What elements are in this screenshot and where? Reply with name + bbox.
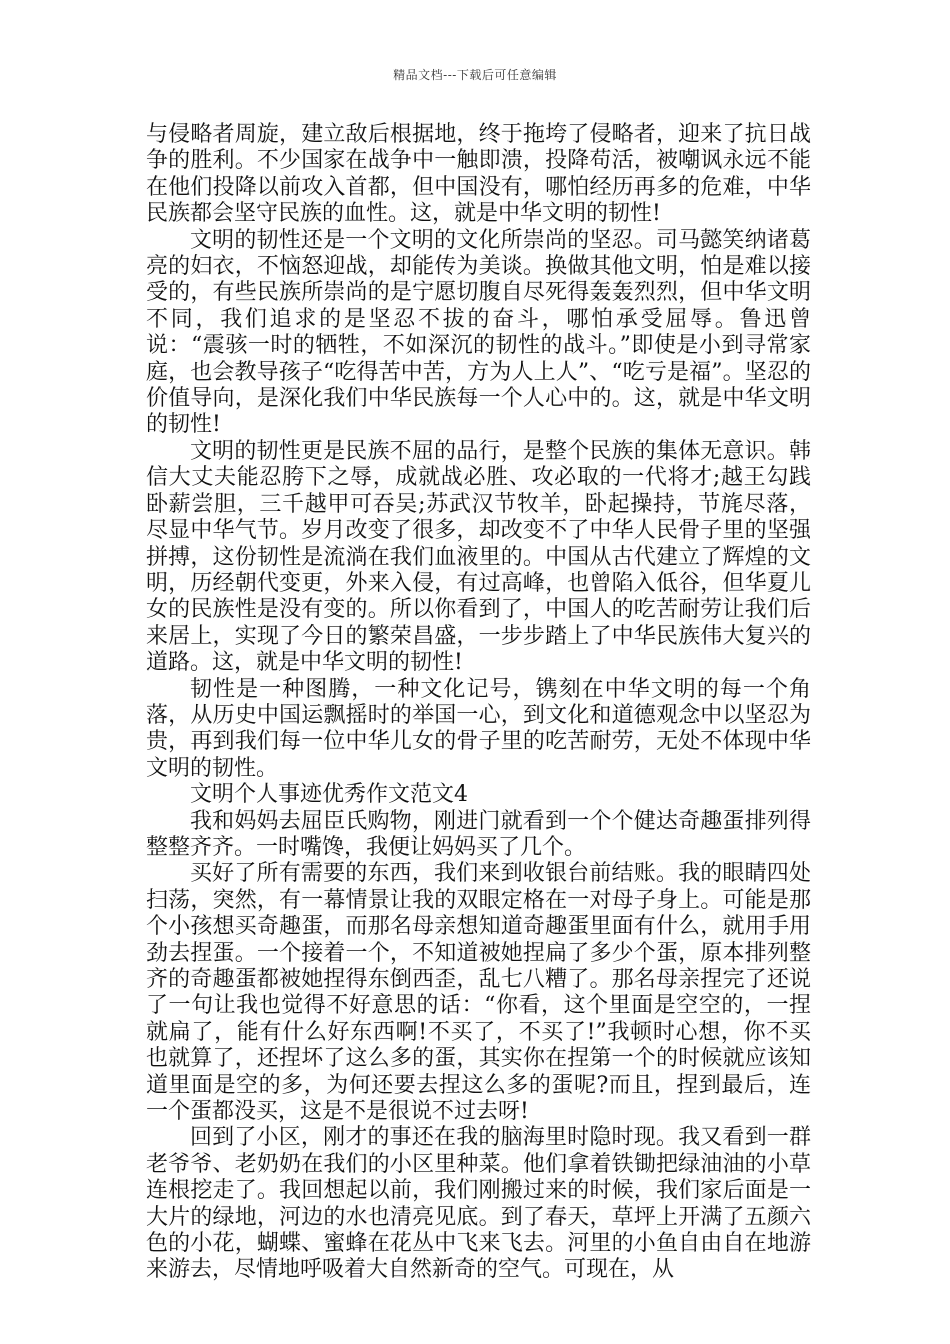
paragraph: 韧性是一种图腾，一种文化记号，镌刻在中华文明的每一个角落，从历史中国运飘摇时的举国一心，到文化和道德观念中以坚忍为贵，再到我们每一位中华儿女的骨子里的吃苦耐劳，无处不体现中华文明的韧性。 xyxy=(146,676,811,781)
paragraph: 我和妈妈去屈臣氏购物，刚进门就看到一个个健达奇趣蛋排列得整整齐齐。一时嘴馋，我便让妈妈买了几个。 xyxy=(146,808,811,860)
paragraph: 回到了小区，刚才的事还在我的脑海里时隐时现。我又看到一群老爷爷、老奶奶在我们的小区里种菜。他们拿着铁锄把绿油油的小草连根挖走了。我回想起以前，我们刚搬过来的时候，我们家后面是一大片的绿地，河边的水也清亮见底。到了春天，草坪上开满了五颜六色的小花，蝴蝶、蜜蜂在花丛中飞来飞去。河里的小鱼自由自在地游来游去，尽情地呼吸着大自然新奇的空气。可现在，从 xyxy=(146,1125,811,1283)
paragraph: 文明的韧性还是一个文明的文化所崇尚的坚忍。司马懿笑纳诸葛亮的妇衣，不恼怒迎战，却能传为美谈。换做其他文明，怕是难以接受的，有些民族所崇尚的是宁愿切腹自尽死得轰轰烈烈，但中华文明不同，我们追求的是坚忍不拔的奋斗，哪怕承受屈辱。鲁迅曾说：“震骇一时的牺牲，不如深沉的韧性的战斗。”即使是小到寻常家庭，也会教导孩子“吃得苦中苦，方为人上人”、“吃亏是福”。坚忍的价值导向，是深化我们中华民族每一个人心中的。这，就是中华文明的韧性! xyxy=(146,227,811,438)
section-heading: 文明个人事迹优秀作文范文4 xyxy=(190,782,468,808)
paragraph: 买好了所有需要的东西，我们来到收银台前结账。我的眼睛四处扫荡，突然，有一幕情景让我的双眼定格在一对母子身上。可能是那个小孩想买奇趣蛋，而那名母亲想知道奇趣蛋里面有什么，就用手用劲去捏蛋。一个接着一个，不知道被她捏扁了多少个蛋，原本排列整齐的奇趣蛋都被她捏得东倒西歪，乱七八糟了。那名母亲捏完了还说了一句让我也觉得不好意思的话：“你看，这个里面是空空的，一捏就扁了，能有什么好东西啊!不买了，不买了!”我顿时心想，你不买也就算了，还捏坏了这么多的蛋，其实你在捏第一个的时候就应该知道里面是空的多，为何还要去捏这么多的蛋呢?而且，捏到最后，连一个蛋都没买，这是不是很说不过去呀! xyxy=(146,861,811,1125)
paragraph: 文明的韧性更是民族不屈的品行，是整个民族的集体无意识。韩信大丈夫能忍胯下之辱，成就战必胜、攻必取的一代将才;越王勾践卧薪尝胆，三千越甲可吞吴;苏武汉节牧羊，卧起操持，节旄尽落，尽显中华气节。岁月改变了很多，却改变不了中华人民骨子里的坚强拼搏，这份韧性是流淌在我们血液里的。中国从古代建立了辉煌的文明，历经朝代变更，外来入侵，有过高峰，也曾陷入低谷，但华夏儿女的民族性是没有变的。所以你看到了，中国人的吃苦耐劳让我们后来居上，实现了今日的繁荣昌盛，一步步踏上了中华民族伟大复兴的道路。这，就是中华文明的韧性! xyxy=(146,438,811,676)
paragraph: 与侵略者周旋，建立敌后根据地，终于拖垮了侵略者，迎来了抗日战争的胜利。不少国家在战争中一触即溃，投降苟活，被嘲讽永远不能在他们投降以前攻入首都，但中国没有，哪怕经历再多的危难，中华民族都会坚守民族的血性。这，就是中华文明的韧性! xyxy=(146,122,811,227)
document-body xyxy=(146,122,811,1284)
page-header: 精品文档---下载后可任意编辑 xyxy=(393,68,557,82)
